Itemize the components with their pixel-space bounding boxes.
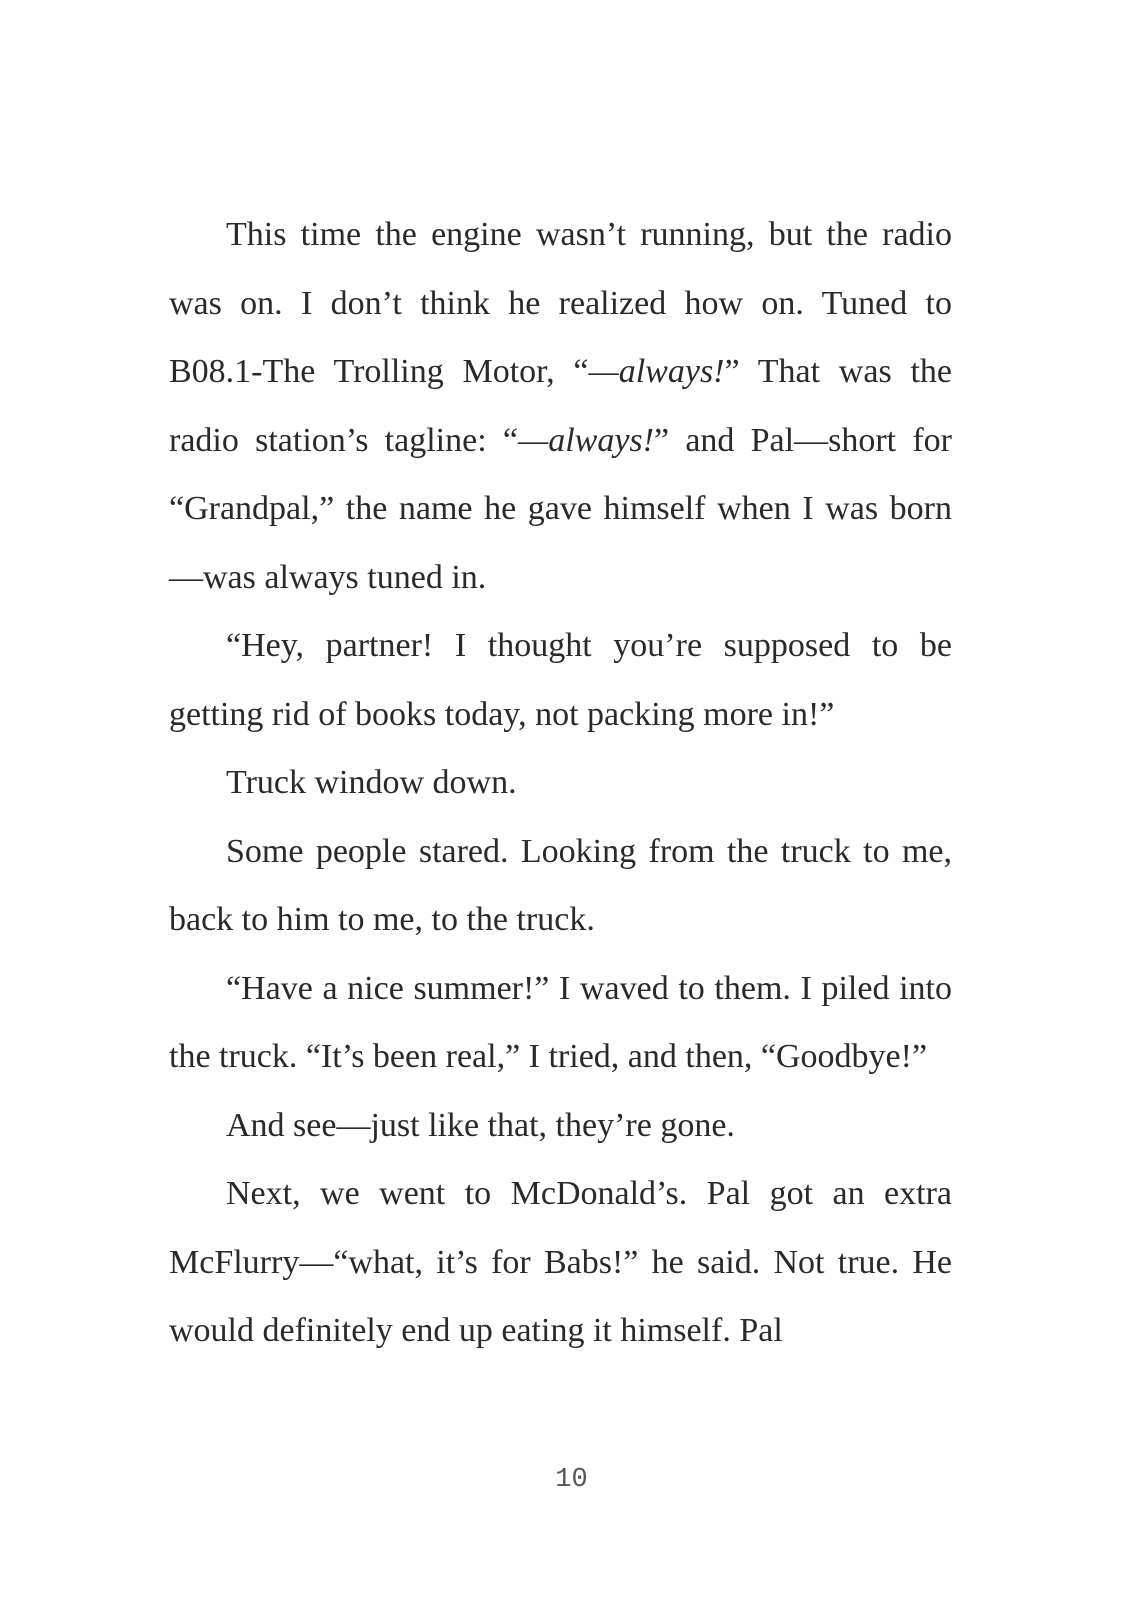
text-run: “Hey, partner! I thought you’re supposed to be getting rid of books today, not packing more in!” bbox=[169, 627, 952, 733]
italic-text-run: —always! bbox=[517, 421, 654, 459]
page-number: 10 bbox=[555, 1465, 588, 1495]
paragraph bbox=[169, 955, 952, 1092]
paragraph bbox=[169, 612, 952, 749]
text-run: Some people stared. Looking from the truck to me, back to him to me, to the truck. bbox=[169, 832, 952, 938]
italic-text-run: —always! bbox=[588, 353, 725, 390]
paragraph bbox=[169, 1092, 952, 1161]
paragraph bbox=[169, 749, 952, 818]
text-run: Truck window down. bbox=[226, 764, 517, 801]
text-run: ” and Pal—short for “Grandpal,” the name he gave himself when I was born—was always tuned in. bbox=[169, 421, 952, 596]
paragraph bbox=[169, 201, 952, 612]
text-run: This time the engine wasn’t running, but the radio was on. I don’t think he realized how on. Tuned to B08.1-The Trolling Motor, “ bbox=[169, 216, 952, 390]
paragraph bbox=[169, 818, 952, 955]
body-text bbox=[169, 201, 952, 1366]
text-run: And see—just like that, they’re gone. bbox=[226, 1106, 735, 1144]
text-run: “Have a nice summer!” I waved to them. I piled into the truck. “It’s been real,” I tried, and then, “Goodbye!” bbox=[169, 969, 952, 1075]
text-run: ” That was the radio station’s tagline: “ bbox=[169, 353, 952, 459]
paragraph bbox=[169, 1160, 952, 1366]
text-run: Next, we went to McDonald’s. Pal got an extra McFlurry—“what, it’s for Babs!” he said. Not true. He would definitely end up eating it himself. Pal bbox=[169, 1175, 952, 1349]
